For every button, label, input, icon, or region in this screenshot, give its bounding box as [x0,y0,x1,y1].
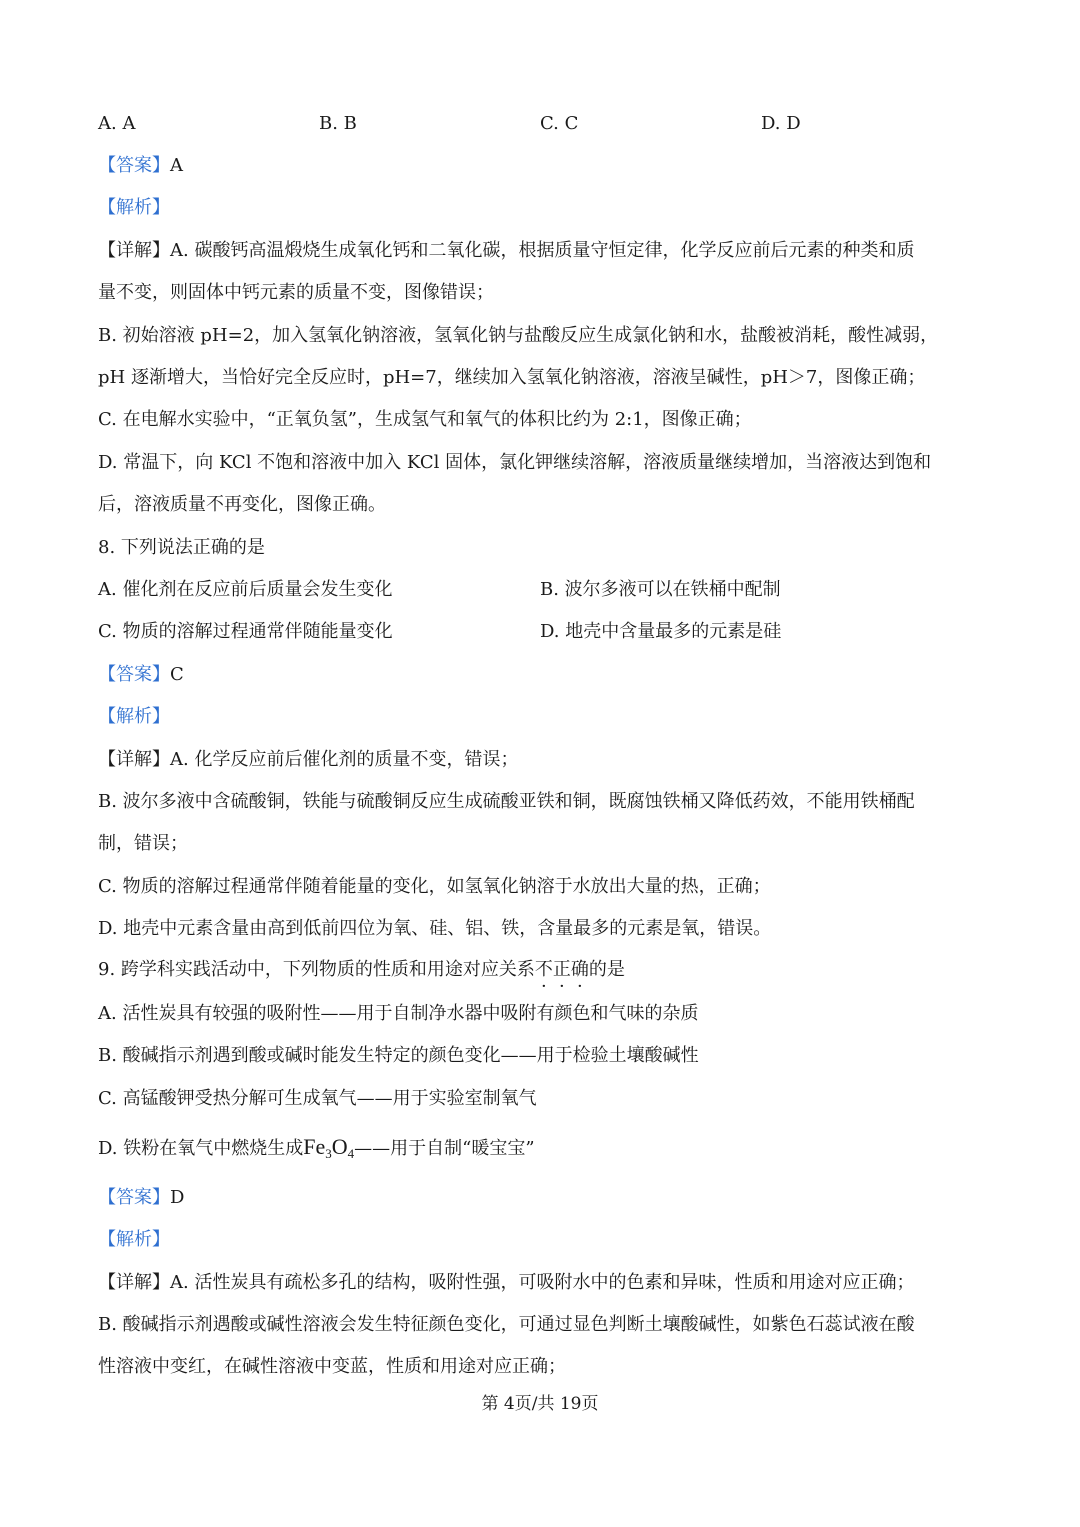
q9-option-d [98,1133,980,1168]
q8-option-d: D. 地壳中含量最多的元素是硅 [540,621,782,642]
formula-sub-3: 3 [325,1146,332,1161]
q7-option-a: A. A [98,113,136,134]
q7-detail-a-line2: 量不变，则固体中钙元素的质量不变，图像错误； [98,282,494,303]
answer-tag: 【答案】 [98,664,170,685]
detail-text: A. 化学反应前后催化剂的质量不变，错误； [170,749,519,770]
answer-tag: 【答案】 [98,1187,170,1208]
analysis-tag: 【解析】 [98,1229,170,1250]
chemical-formula [303,1134,354,1159]
page-footer: 第 4页/共 19页 [481,1394,599,1414]
q8-stem: 8. 下列说法正确的是 [98,537,265,558]
q9-option-c: C. 高锰酸钾受热分解可生成氧气——用于实验室制氧气 [98,1088,537,1109]
q9-analysis [98,1226,980,1254]
q7-detail-a-line1 [98,237,980,265]
q7-detail-d-line1: D. 常温下，向 KCl 不饱和溶液中加入 KCl 固体，氯化钾继续溶解，溶液质量继续增加，当溶液达到饱和 [98,452,932,473]
q8-detail-c: C. 物质的溶解过程通常伴随着能量的变化，如氢氧化钠溶于水放出大量的热，正确； [98,876,771,897]
q9-detail-b-line1: B. 酸碱指示剂遇酸或碱性溶液会发生特征颜色变化，可通过显色判断土壤酸碱性，如紫色石蕊试液在酸 [98,1314,915,1335]
detail-text: A. 碳酸钙高温煅烧生成氧化钙和二氧化碳，根据质量守恒定律，化学反应前后元素的种类和质 [170,240,915,261]
detail-tag: 【详解】 [98,1272,170,1293]
q9-option-a: A. 活性炭具有较强的吸附性——用于自制净水器中吸附有颜色和气味的杂质 [98,1003,699,1024]
detail-text: A. 活性炭具有疏松多孔的结构，吸附性强，可吸附水中的色素和异味，性质和用途对应正确； [170,1272,915,1293]
q8-option-b: B. 波尔多液可以在铁桶中配制 [540,579,781,600]
q7-detail-c: C. 在电解水实验中，“正氧负氢”，生成氢气和氧气的体积比约为 2:1，图像正确； [98,409,752,430]
q9-stem [98,956,980,984]
answer-value: D [170,1187,185,1208]
detail-tag: 【详解】 [98,749,170,770]
q7-answer [98,152,980,180]
q8-detail-b-line2: 制，错误； [98,833,188,854]
formula-o: O [331,1134,348,1159]
q7-option-d: D. D [761,113,801,134]
q8-option-c: C. 物质的溶解过程通常伴随能量变化 [98,621,393,642]
emphasis-char: 确 [570,959,589,980]
option-text: D. 铁粉在氧气中燃烧生成 [98,1138,304,1159]
formula-sub-4: 4 [347,1146,355,1161]
q8-analysis [98,703,980,731]
answer-value: A [170,155,183,176]
analysis-tag: 【解析】 [98,706,170,727]
q7-option-c: C. C [540,113,579,134]
answer-tag: 【答案】 [98,155,170,176]
option-text: ——用于自制“暖宝宝” [354,1138,535,1159]
q8-answer [98,661,980,689]
stem-text: 9. 跨学科实践活动中，下列物质的性质和用途对应关系 [98,959,535,980]
analysis-tag: 【解析】 [98,197,170,218]
q7-analysis [98,194,980,222]
q7-option-b: B. B [319,113,357,134]
formula-fe: Fe [303,1134,326,1159]
q9-answer [98,1184,980,1212]
detail-tag: 【详解】 [98,240,170,261]
q9-detail-a [98,1269,980,1297]
q8-detail-d: D. 地壳中元素含量由高到低前四位为氧、硅、铝、铁，含量最多的元素是氧，错误。 [98,918,772,939]
q9-option-b: B. 酸碱指示剂遇到酸或碱时能发生特定的颜色变化——用于检验土壤酸碱性 [98,1045,699,1066]
q8-option-a: A. 催化剂在反应前后质量会发生变化 [98,579,393,600]
q7-detail-d-line2: 后，溶液质量不再变化，图像正确。 [98,494,386,515]
stem-text: 的是 [588,959,625,980]
q8-detail-b-line1: B. 波尔多液中含硫酸铜，铁能与硫酸铜反应生成硫酸亚铁和铜，既腐蚀铁桶又降低药效，不能用铁桶配 [98,791,915,812]
emphasis-char: 不 [534,959,553,980]
q9-detail-b-line2: 性溶液中变红，在碱性溶液中变蓝，性质和用途对应正确； [98,1356,566,1377]
q7-detail-b-line2: pH 逐渐增大，当恰好完全反应时，pH=7，继续加入氢氧化钠溶液，溶液呈碱性，pH＞7，图像正确； [98,367,926,388]
emphasis-char: 正 [552,959,571,980]
answer-value: C [170,664,184,685]
q8-detail-a [98,746,980,774]
q7-detail-b-line1: B. 初始溶液 pH=2，加入氢氧化钠溶液，氢氧化钠与盐酸反应生成氯化钠和水，盐酸被消耗，酸性减弱， [98,325,939,346]
